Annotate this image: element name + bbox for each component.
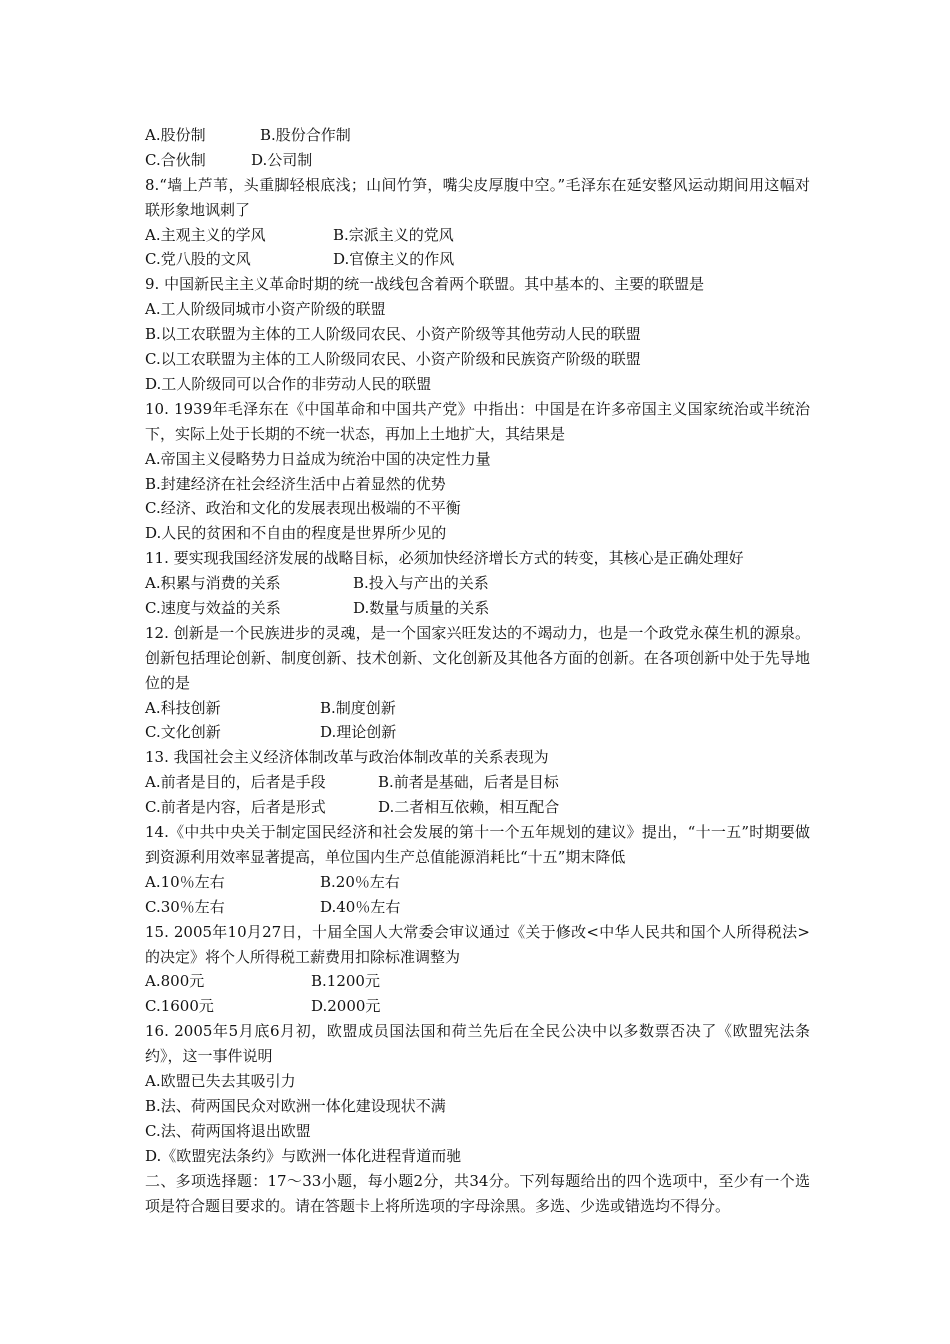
question-16-stem: 16. 2005年5月底6月初，欧盟成员国法国和荷兰先后在全民公决中以多数票否决了《欧盟宪法条约》，这一事件说明 xyxy=(145,1022,810,1066)
option-b: B.封建经济在社会经济生活中占着显然的优势 xyxy=(145,474,446,493)
option-a: A.积累与消费的关系 xyxy=(145,574,281,593)
option-c: C.速度与效益的关系 xyxy=(145,598,281,617)
options-row xyxy=(145,223,810,248)
options-row xyxy=(145,969,810,994)
option-d: D.工人阶级同可以合作的非劳动人民的联盟 xyxy=(145,374,432,393)
options-row xyxy=(145,596,810,621)
option-c: C.以工农联盟为主体的工人阶级同农民、小资产阶级和民族资产阶级的联盟 xyxy=(145,350,641,369)
options-row xyxy=(145,696,810,721)
question-14-stem: 14.《中共中央关于制定国民经济和社会发展的第十一个五年规划的建议》提出，“十一五”时期要做到资源利用效率显著提高，单位国内生产总值能源消耗比“十五”期末降低 xyxy=(145,823,810,866)
option-c: C.经济、政治和文化的发展表现出极端的不平衡 xyxy=(145,499,461,518)
options-row xyxy=(145,571,810,596)
option-d: D.《欧盟宪法条约》与欧洲一体化进程背道而驰 xyxy=(145,1146,462,1165)
option-d: D.2000元 xyxy=(311,997,381,1016)
section-2-instructions: 二、多项选择题：17～33小题，每小题2分，共34分。下列每题给出的四个选项中，至少有一个选项是符合题目要求的。请在答题卡上将所选项的字母涂黑。多选、少选或错选均不得分。 xyxy=(145,1171,810,1215)
option-d: D.二者相互依赖，相互配合 xyxy=(378,798,560,817)
options-row xyxy=(145,870,810,895)
option-a: A.主观主义的学风 xyxy=(145,225,266,244)
options-row xyxy=(145,770,810,795)
option-c: C.合伙制 xyxy=(145,150,206,169)
option-d: D.数量与质量的关系 xyxy=(353,598,490,617)
option-a: A.工人阶级同城市小资产阶级的联盟 xyxy=(145,300,386,319)
option-d: D.公司制 xyxy=(251,150,313,169)
option-d: D.人民的贫困和不自由的程度是世界所少见的 xyxy=(145,524,447,543)
option-d: D.理论创新 xyxy=(320,723,397,742)
options-row xyxy=(145,994,810,1019)
question-15-stem: 15. 2005年10月27日，十届全国人大常委会审议通过《关于修改<中华人民共和国个人所得税法>的决定》将个人所得税工薪费用扣除标准调整为 xyxy=(145,922,810,966)
option-d: D.官僚主义的作风 xyxy=(333,250,455,269)
options-row xyxy=(145,895,810,920)
option-c: C.前者是内容，后者是形式 xyxy=(145,798,326,817)
options-row xyxy=(145,123,810,148)
option-b: B.1200元 xyxy=(311,972,380,991)
option-b: B.20％左右 xyxy=(320,872,400,891)
option-a: A.10％左右 xyxy=(145,872,225,891)
options-row xyxy=(145,148,810,173)
option-c: C.法、荷两国将退出欧盟 xyxy=(145,1121,311,1140)
option-b: B.以工农联盟为主体的工人阶级同农民、小资产阶级等其他劳动人民的联盟 xyxy=(145,325,641,344)
question-11-stem: 11. 要实现我国经济发展的战略目标，必须加快经济增长方式的转变，其核心是正确处理好 xyxy=(145,549,744,568)
option-b: B.法、荷两国民众对欧洲一体化建设现状不满 xyxy=(145,1096,446,1115)
option-a: A.科技创新 xyxy=(145,698,221,717)
option-a: A.帝国主义侵略势力日益成为统治中国的决定性力量 xyxy=(145,449,491,468)
option-a: A.前者是目的，后者是手段 xyxy=(145,773,326,792)
question-9-stem: 9. 中国新民主主义革命时期的统一战线包含着两个联盟。其中基本的、主要的联盟是 xyxy=(145,275,705,294)
question-13-stem: 13. 我国社会主义经济体制改革与政治体制改革的关系表现为 xyxy=(145,748,549,767)
options-row xyxy=(145,720,810,745)
option-b: B.股份合作制 xyxy=(260,126,351,144)
question-10-stem: 10. 1939年毛泽东在《中国革命和中国共产党》中指出：中国是在许多帝国主义国家统治或半统治下，实际上处于长期的不统一状态，再加上土地扩大，其结果是 xyxy=(145,399,810,443)
option-c: C.党八股的文风 xyxy=(145,250,251,269)
question-8-stem: 8.“墙上芦苇，头重脚轻根底浅；山间竹笋，嘴尖皮厚腹中空。”毛泽东在延安整风运动期间用这幅对联形象地讽刺了 xyxy=(145,175,810,219)
option-b: B.制度创新 xyxy=(320,698,396,717)
options-row xyxy=(145,795,810,820)
exam-page xyxy=(145,123,810,1218)
option-b: B.宗派主义的党风 xyxy=(333,225,454,244)
option-d: D.40％左右 xyxy=(320,897,401,916)
option-a: A.800元 xyxy=(145,972,205,991)
question-12-stem: 12. 创新是一个民族进步的灵魂，是一个国家兴旺发达的不竭动力，也是一个政党永葆生机的源泉。创新包括理论创新、制度创新、技术创新、文化创新及其他各方面的创新。在各项创新中处于先导地位的是 xyxy=(145,623,810,692)
option-a: A.欧盟已失去其吸引力 xyxy=(145,1072,296,1091)
option-b: B.前者是基础，后者是目标 xyxy=(378,773,559,792)
options-row xyxy=(145,247,810,272)
option-b: B.投入与产出的关系 xyxy=(353,574,489,593)
option-c: C.文化创新 xyxy=(145,723,221,742)
option-c: C.30％左右 xyxy=(145,897,225,916)
option-c: C.1600元 xyxy=(145,997,214,1016)
option-a: A.股份制 xyxy=(145,126,206,144)
